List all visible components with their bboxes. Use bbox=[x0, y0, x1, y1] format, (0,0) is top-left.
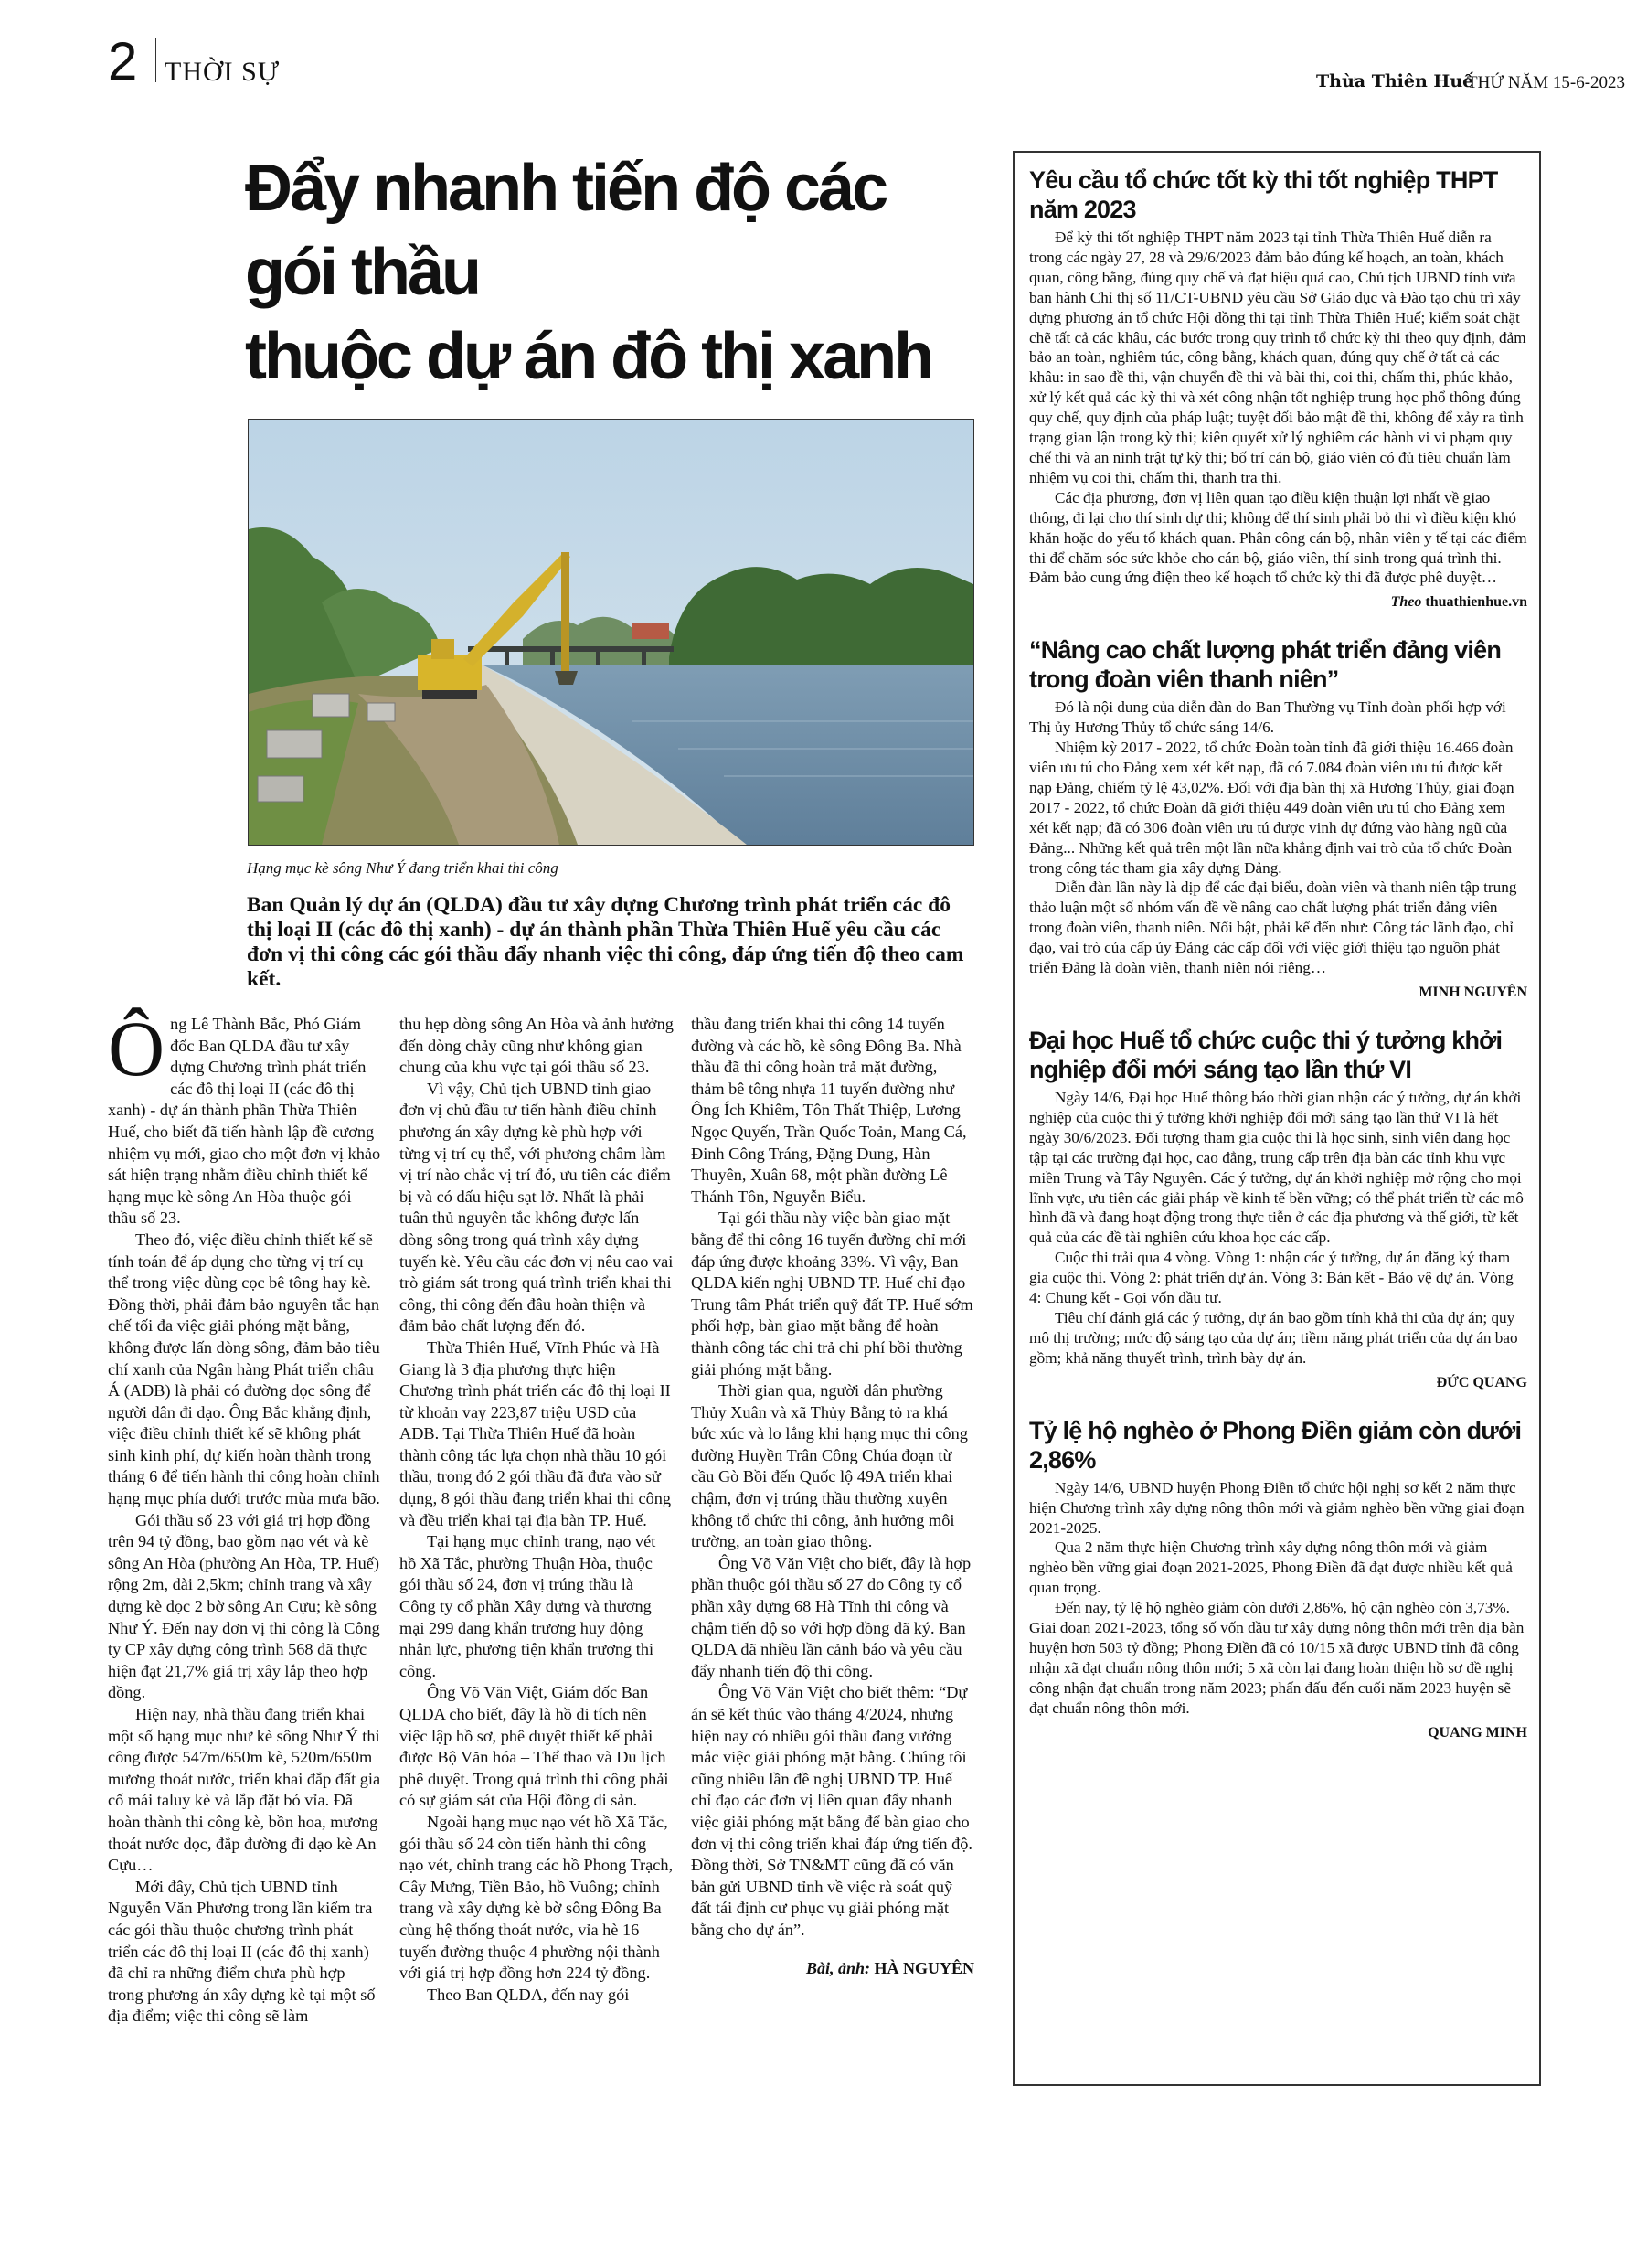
body-column-1 bbox=[108, 1005, 382, 2028]
brief-paragraph: Ngày 14/6, Đại học Huế thông báo thời gian nhận các ý tưởng, dự án khởi nghiệp của cuộc thi ý tưởng khởi nghiệp đổi mới sáng tạo lần thứ VI là hết ngày 30/6/2023. Đối tượng tham gia cuộc thi là học sinh, sinh viên đang học tập tại các trường đại học, cao đẳng, trung cấp trên địa bàn các tỉnh khu vực miền Trung và Tây Nguyên. Các ý tưởng, dự án khởi nghiệp mở rộng cho mọi lĩnh vực, ưu tiên các giải pháp về kinh tế bền vững; có thể phát triển từ các mô hình đã và đang hoạt động trong thực tiễn ở các địa phương và thế giới, từ kết quả của các đề tài nghiên cứu khoa học các cấp. bbox=[1029, 1089, 1524, 1247]
page-number: 2 bbox=[108, 32, 138, 91]
brief-author: MINH NGUYÊN bbox=[1419, 985, 1527, 1000]
body-column-3 bbox=[691, 1014, 974, 2028]
body-paragraph: Theo đó, việc điều chỉnh thiết kế sẽ tính toán để áp dụng cho từng vị trí cụ thể trong việc dùng cọc bê tông hay kè. Đồng thời, phải đảm bảo nguyên tắc hạn chế tối đa việc giải phóng mặt bằng, không được lấn dòng sông, đảm bảo tiêu chí xanh của Ngân hàng Phát triển châu Á (ADB) là phải có đường dọc sông để người dân đi dạo. Ông Bắc khẳng định, việc điều chỉnh thiết kế sẽ không phát sinh kinh phí, dự kiến hoàn thành trong tháng 6 để tiến hành thi công hoàn chỉnh hạng mục phía dưới trước mùa mưa bão. bbox=[108, 1230, 380, 1508]
issue-date: THỨ NĂM 15-6-2023 bbox=[1467, 73, 1626, 92]
body-paragraph: Tại gói thầu này việc bàn giao mặt bằng để thi công 16 tuyến đường chỉ mới đáp ứng được khoảng 33%. Vì vậy, Ban QLDA kiến nghị UBND TP. Huế chỉ đạo Trung tâm Phát triển quỹ đất TP. Huế sớm phối hợp, bàn giao mặt bằng để hoàn thành công tác chi trả chi phí bồi thường giải phóng mặt bằng. bbox=[691, 1209, 973, 1379]
body-paragraph: Theo Ban QLDA, đến nay gói bbox=[427, 1985, 630, 2004]
header-divider bbox=[155, 38, 156, 82]
brief-paragraph: Ngày 14/6, UBND huyện Phong Điền tổ chức hội nghị sơ kết 2 năm thực hiện Chương trình xây dựng nông thôn mới và giảm nghèo bền vững giai đoạn 2021-2025. bbox=[1029, 1478, 1525, 1537]
body-paragraph: Thừa Thiên Huế, Vĩnh Phúc và Hà Giang là 3 địa phương thực hiện Chương trình phát triển các đô thị loại II từ khoản vay 223,87 triệu USD của ADB. Tại Thừa Thiên Huế đã hoàn thành công tác lựa chọn nhà thầu 10 gói thầu, trong đó 2 gói thầu đã đưa vào sử dụng, 8 gói thầu đang triển khai thi công và đều triển khai tại địa bàn TP. Huế. bbox=[399, 1337, 672, 1529]
body-paragraph: Mới đây, Chủ tịch UBND tỉnh Nguyễn Văn Phương trong lần kiểm tra các gói thầu thuộc chương trình phát triển các đô thị loại II (các đô thị xanh) đã chỉ ra những điểm chưa phù hợp trong phương án xây dựng kè tại một số địa điểm; việc thi công sẽ làm bbox=[108, 1877, 376, 2026]
main-headline bbox=[245, 146, 985, 399]
body-paragraph: Hiện nay, nhà thầu đang triển khai một số hạng mục như kè sông Như Ý thi công được 547m/650m kè, 520m/650m mương thoát nước, triển khai đắp đất gia cố mái taluy kè và lắp đặt bó vỉa. Đã hoàn thành thi công kè, bồn hoa, mương thoát nước dọc, đắp đường đi dạo kè An Cựu… bbox=[108, 1705, 381, 1875]
body-paragraph: Thời gian qua, người dân phường Thủy Xuân và xã Thủy Bằng tỏ ra khá bức xúc và lo lắng khi hạng mục thi công đường Huyền Trân Công Chúa đoạn từ cầu Gò Bồi đến Quốc lộ 49A triển khai chậm, đơn vị trúng thầu thường xuyên không tổ chức thi công, ảnh hưởng môi trường, an toàn giao thông. bbox=[691, 1381, 968, 1551]
headline-line-1: Đẩy nhanh tiến độ các gói thầu bbox=[245, 152, 887, 309]
brief-author: ĐỨC QUANG bbox=[1436, 1374, 1527, 1390]
brief-body bbox=[1029, 697, 1527, 978]
brief-paragraph: Đến nay, tỷ lệ hộ nghèo giảm còn dưới 2,86%, hộ cận nghèo còn 3,73%. Giai đoạn 2021-2023, tổng số vốn đầu tư xây dựng nông thôn mới trên địa bàn huyện hơn 503 tỷ đồng; Phong Điền đã có 10/15 xã được UBND tỉnh đã công nhận xã đạt chuẩn nông thôn mới; 5 xã còn lại đang hoàn thiện hồ sơ đề nghị công nhận đạt chuẩn trong năm 2023; phấn đấu đến cuối năm 2023 huyện sẽ đạt chuẩn nông thôn mới. bbox=[1029, 1599, 1525, 1717]
body-paragraph: thầu đang triển khai thi công 14 tuyến đường và các hồ, kè sông Đông Ba. Nhà thầu đã thi công hoàn trả mặt đường, thảm bê tông nhựa 11 tuyến đường như Ông Ích Khiêm, Tôn Thất Thiệp, Lương Ngọc Quyến, Trần Quốc Toản, Mang Cá, Đinh Công Tráng, Đặng Dung, Hàn Thuyên, Xuân 68, một phần đường Lê Thánh Tôn, Nguyễn Biểu. bbox=[691, 1015, 967, 1206]
brief-paragraph: Để kỳ thi tốt nghiệp THPT năm 2023 tại tỉnh Thừa Thiên Huế diễn ra trong các ngày 27, 28 và 29/6/2023 đảm bảo đúng kế hoạch, an toàn, khách quan, công bằng, đúng quy chế và đạt hiệu quả cao, Chủ tịch UBND tỉnh vừa ban hành Chỉ thị số 11/CT-UBND yêu cầu Sở Giáo dục và Đào tạo chủ trì xây dựng phương án tổ chức Hội đồng thi tại tỉnh Thừa Thiên Huế; kiểm soát chặt chẽ tất cả các khâu, các bước trong quy trình tổ chức kỳ thi theo quy định, đảm bảo an toàn, nghiêm túc, công bằng, khách quan, đúng quy chế ở tất cả các khâu: in sao đề thi, vận chuyển đề thi và bài thi, coi thi, chấm thi, phúc khảo, xử lý kết quả các kỳ thi và xét công nhận tốt nghiệp trung học phổ thông đúng quy chế, quy định của pháp luật; tuyệt đối bảo mật đề thi, không để xảy ra tình trạng gian lận trong kỳ thi; kiên quyết xử lý nghiêm các hành vi vi phạm quy chế thi và an ninh trật tự kỳ thi; bố trí cán bộ, giáo viên có đủ tiêu chuẩn làm nhiệm vụ coi thi, chấm thi, thanh tra thi. bbox=[1029, 229, 1526, 486]
brief-paragraph: Các địa phương, đơn vị liên quan tạo điều kiện thuận lợi nhất về giao thông, đi lại cho thí sinh dự thi; không để thí sinh phải bỏ thi vì điều kiện khó khăn hoặc do yếu tố khách quan. Phân công cán bộ, nhân viên y tế tại các điểm thi để chăm sóc sức khỏe cho cán bộ, giáo viên, thí sinh trong quá trình thi. Đảm bảo cung ứng điện theo kế hoạch tổ chức kỳ thi đã được phê duyệt… bbox=[1029, 488, 1527, 587]
headline-line-2: thuộc dự án đô thị xanh bbox=[245, 320, 932, 393]
brief-title: Đại học Huế tổ chức cuộc thi ý tưởng khởi nghiệp đổi mới sáng tạo lần thứ VI bbox=[1029, 1027, 1503, 1083]
body-paragraph: Ông Võ Văn Việt cho biết, đây là hợp phần thuộc gói thầu số 27 do Công ty cổ phần xây dựng 68 Hà Tĩnh thi công và chậm tiến độ so với hợp đồng đã ký. Ban QLDA đã nhiều lần cảnh báo và yêu cầu đẩy nhanh tiến độ thi công. bbox=[691, 1553, 972, 1680]
drop-cap: Ô bbox=[108, 1005, 165, 1092]
body-paragraph: Ông Võ Văn Việt cho biết thêm: “Dự án sẽ kết thúc vào tháng 4/2024, nhưng hiện nay có nhiều gói thầu đang vướng mắc việc giải phóng mặt bằng. Chúng tôi cũng nhiều lần đề nghị UBND TP. Huế chỉ đạo các đơn vị liên quan đẩy nhanh việc giải phóng mặt bằng để bàn giao cho đơn vị thi công triển khai đáp ứng tiến độ. Đồng thời, Sở TN&MT cũng đã có văn bản gửi UBND tỉnh về việc rà soát quỹ đất tái định cư phục vụ giải phóng mặt bằng cho dự án”. bbox=[691, 1683, 972, 1939]
brief-body bbox=[1029, 1478, 1527, 1719]
brief-article-poverty bbox=[1029, 1416, 1527, 1742]
body-column-2 bbox=[399, 1014, 674, 2028]
brief-source bbox=[1029, 593, 1527, 612]
brief-article-exam bbox=[1029, 165, 1527, 612]
source-name: thuathienhue.vn bbox=[1425, 594, 1527, 611]
article-photo bbox=[248, 419, 974, 846]
main-article bbox=[108, 146, 985, 2028]
brief-title: Tỷ lệ hộ nghèo ở Phong Điền giảm còn dưới 2,86% bbox=[1029, 1416, 1522, 1474]
brief-paragraph: Qua 2 năm thực hiện Chương trình xây dựng nông thôn mới và giảm nghèo bền vững giai đoạn 2021-2025, Phong Điền đã đạt được nhiều kết quả quan trọng. bbox=[1029, 1539, 1513, 1597]
byline-prefix: Bài, ảnh: bbox=[805, 1958, 870, 1977]
article-lead: Ban Quản lý dự án (QLDA) đầu tư xây dựng Chương trình phát triển các đô thị loại II (các đô thị xanh) - dự án thành phần Thừa Thiên Huế yêu cầu các đơn vị thi công các gói thầu đẩy nhanh việc thi công, đáp ứng tiến độ theo cam kết. bbox=[247, 893, 964, 991]
brief-body bbox=[1029, 228, 1527, 588]
brief-title: Yêu cầu tổ chức tốt kỳ thi tốt nghiệp THPT năm 2023 bbox=[1029, 166, 1498, 223]
article-byline bbox=[691, 1958, 974, 1978]
body-paragraph bbox=[108, 1005, 382, 1230]
section-name: THỜI SỰ bbox=[165, 57, 281, 87]
body-paragraph: Tại hạng mục chỉnh trang, nạo vét hồ Xã Tắc, phường Thuận Hòa, thuộc gói thầu số 24, đơn vị trúng thầu là Công ty cổ phần Xây dựng và thương mại 299 đang khẩn trương huy động nhân lực, phương tiện khẩn trương thi công. bbox=[399, 1532, 656, 1680]
brief-paragraph: Cuộc thi trải qua 4 vòng. Vòng 1: nhận các ý tưởng, dự án đăng ký tham gia cuộc thi. Vòng 2: phát triển dự án. Vòng 3: Bán kết - Bảo vệ dự án. Vòng 4: Chung kết - Gọi vốn đầu tư. bbox=[1029, 1249, 1514, 1307]
body-paragraph: Vì vậy, Chủ tịch UBND tỉnh giao đơn vị chủ đầu tư tiến hành điều chỉnh phương án xây dựng kè phù hợp với từng vị trí cụ thể, với phương châm làm vị trí nào chắc vị trí đó, ưu tiên các điểm bị và có dấu hiệu sạt lở. Nhất là phải tuân thủ nguyên tắc không được lấn dòng sông trong quá trình xây dựng tuyến kè. Yêu cầu các đơn vị nêu cao vai trò giám sát trong quá trình triển khai thi công, thi công đến đâu hoàn thiện và đảm bảo chất lượng đến đó. bbox=[399, 1079, 674, 1336]
source-prefix: Theo bbox=[1390, 594, 1422, 611]
brief-title: “Nâng cao chất lượng phát triển đảng viên trong đoàn viên thanh niên” bbox=[1029, 636, 1502, 694]
river-excavator-photo-icon bbox=[249, 420, 973, 845]
brief-paragraph: Nhiệm kỳ 2017 - 2022, tổ chức Đoàn toàn tỉnh đã giới thiệu 16.466 đoàn viên ưu tú cho Đảng xem xét kết nạp, đã có 7.084 đoàn viên ưu tú được kết nạp Đảng, chiếm tỷ lệ 43,02%. Đối với địa bàn thị xã Hương Thủy, giai đoạn 2017 - 2022, tổ chức Đoàn đã giới thiệu 449 đoàn viên ưu tú cho Đảng xem xét kết nạp; đã có 306 đoàn viên ưu tú được vinh dự đứng vào hàng ngũ của Đảng... Những kết quả trên một lần nữa khẳng định vai trò của tổ chức Đoàn trong công tác tham gia xây dựng Đảng. bbox=[1029, 739, 1514, 877]
brief-author: QUANG MINH bbox=[1428, 1724, 1527, 1741]
paragraph-text: ng Lê Thành Bắc, Phó Giám đốc Ban QLDA đầu tư xây dựng Chương trình phát triển các đô thị loại II (các đô thị xanh) - dự án thành phần Thừa Thiên Huế, cho biết đã tiến hành lập đề cương nhiệm vụ mới, giao cho một đơn vị khảo sát hiện trạng nhằm điều chỉnh thiết kế hạng mục kè sông An Hòa thuộc gói thầu số 23. bbox=[108, 1015, 381, 1228]
brief-body bbox=[1029, 1088, 1527, 1368]
photo-caption: Hạng mục kè sông Như Ý đang triển khai thi công bbox=[247, 859, 558, 877]
brief-paragraph: Diễn đàn lần này là dịp để các đại biểu, đoàn viên và thanh niên tập trung thảo luận một số nhóm vấn đề về nâng cao chất lượng phát triển đảng viên trong đoàn viên, thanh niên. Nổi bật, phải kể đến như: Công tác lãnh đạo, chỉ đạo, vai trò của cấp ủy Đảng các cấp đối với việc giới thiệu tạo nguồn phát triển Đảng là đoàn viên, thanh niên nói riêng… bbox=[1029, 878, 1517, 977]
brief-paragraph: Tiêu chí đánh giá các ý tưởng, dự án bao gồm tính khả thi của dự án; quy mô thị trường; mức độ sáng tạo của dự án; tiềm năng phát triển của dự án bao gồm; khả năng thuyết trình, trình bày dự án. bbox=[1029, 1308, 1518, 1367]
body-paragraph: Gói thầu số 23 với giá trị hợp đồng trên 94 tỷ đồng, bao gồm nạo vét và kè sông An Hòa (phường An Hòa, TP. Huế) rộng 2m, dài 2,5km; chỉnh trang và xây dựng kè dọc 2 bờ sông An Cựu; kè sông Như Ý. Đến nay đơn vị thi công là Công ty CP xây dựng công trình 568 đã thực hiện đạt 21,7% giá trị xây lắp theo hợp đồng. bbox=[108, 1510, 380, 1702]
body-paragraph: Ông Võ Văn Việt, Giám đốc Ban QLDA cho biết, đây là hồ di tích nên việc lập hồ sơ, phê duyệt thiết kế phải được Bộ Văn hóa – Thể thao và Du lịch phê duyệt. Trong quá trình thi công phải có sự giám sát của Hội đồng di sản. bbox=[399, 1683, 669, 1810]
brief-paragraph: Đó là nội dung của diễn đàn do Ban Thường vụ Tỉnh đoàn phối hợp với Thị ủy Hương Thủy tổ chức sáng 14/6. bbox=[1029, 698, 1506, 737]
byline-author: HÀ NGUYÊN bbox=[874, 1958, 974, 1977]
brief-article-youth bbox=[1029, 635, 1527, 1002]
body-columns bbox=[108, 1005, 985, 2028]
news-brief-box bbox=[1013, 151, 1541, 2086]
publication-name: Thừa Thiên Huế bbox=[1316, 71, 1474, 91]
body-paragraph: thu hẹp dòng sông An Hòa và ảnh hưởng đến dòng chảy cũng như không gian chung của khu vực tại gói thầu số 23. bbox=[399, 1015, 674, 1077]
body-paragraph: Ngoài hạng mục nạo vét hồ Xã Tắc, gói thầu số 24 còn tiến hành thi công nạo vét, chỉnh trang các hồ Phong Trạch, Cây Mưng, Tiền Bảo, hồ Vuông; chỉnh trang và xây dựng kè bờ sông Đông Ba cùng hệ thống thoát nước, vỉa hè 16 tuyến đường thuộc 4 phường nội thành với giá trị hợp đồng hơn 224 tỷ đồng. bbox=[399, 1812, 674, 1983]
brief-article-startup bbox=[1029, 1026, 1527, 1392]
